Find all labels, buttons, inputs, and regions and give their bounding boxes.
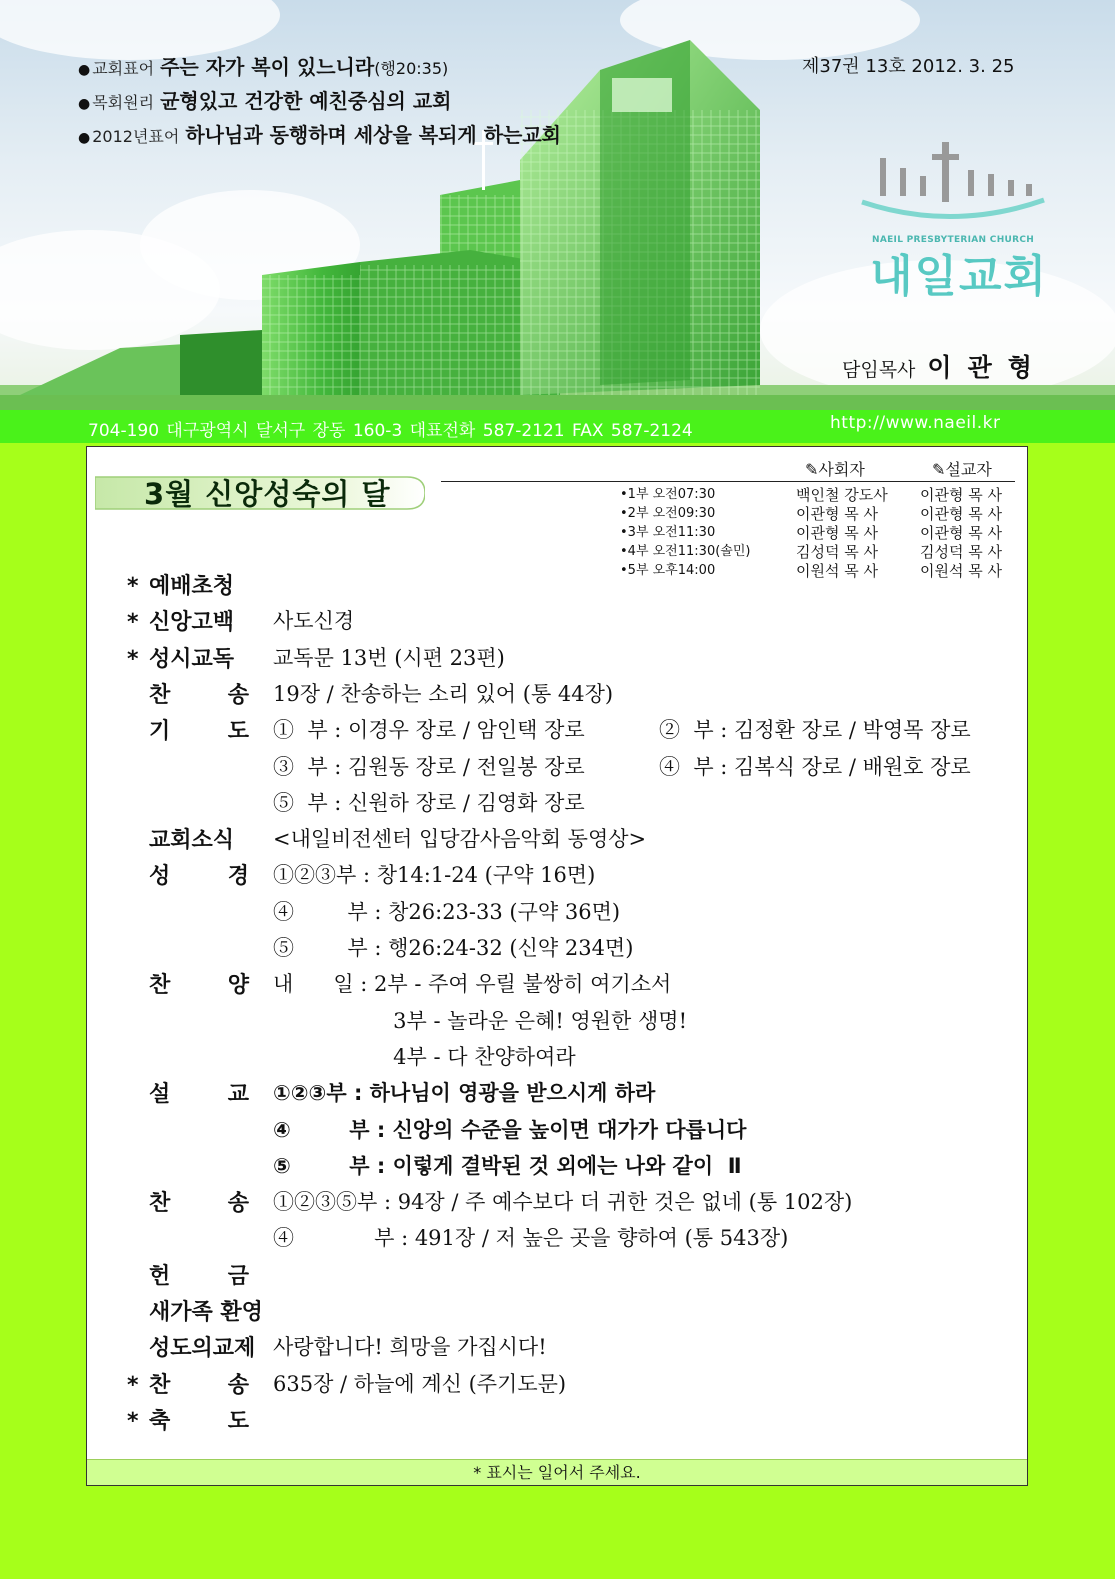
order-item-label — [127, 1259, 267, 1290]
order-item-value: ①②③부 : 하나님이 영광을 받으시게 하라 — [273, 1081, 656, 1106]
order-item-value: 635장 / 하늘에 계신 (주기도문) — [273, 1371, 567, 1396]
order-item-label-text: 설 교 — [149, 1082, 249, 1108]
order-item-value: ④ 부 : 창26:23-33 (구약 36면) — [273, 899, 621, 924]
service-leader: 이관형 목 사 — [796, 524, 878, 542]
service-leader: 김성덕 목 사 — [796, 543, 878, 561]
service-preacher: 이관형 목 사 — [920, 505, 1002, 523]
order-item-label — [127, 605, 267, 636]
order-item-label-text: 기 도 — [149, 719, 249, 745]
service-time: •3부 오전11:30 — [620, 525, 716, 540]
order-item-label-text: 성시교독 — [149, 646, 235, 672]
order-item — [127, 603, 1017, 639]
service-preacher: 이관형 목 사 — [920, 524, 1002, 542]
standing-mark: * — [127, 1408, 139, 1434]
bullet-icon: ● — [78, 130, 91, 146]
order-item-label — [127, 569, 267, 600]
order-item — [127, 567, 1017, 603]
order-item-label — [127, 1077, 267, 1108]
order-item — [127, 712, 1017, 748]
order-item-value-secondary: ② 부 : 김정환 장로 / 박영목 장로 — [659, 718, 971, 743]
header-banner — [0, 0, 1115, 416]
order-item-value: 내 일 : 2부 - 주여 우릴 불쌍히 여기소서 — [273, 972, 672, 997]
service-leader: 백인철 강도사 — [796, 486, 888, 504]
order-item-label — [127, 642, 267, 673]
order-item-value: ⑤ 부 : 행26:24-32 (신약 234면) — [273, 936, 634, 960]
order-item-value: ④ 부 : 신앙의 수준을 높이면 대가가 다릅니다 — [273, 1117, 747, 1142]
title-divider — [441, 481, 1015, 482]
order-item-label-text: 축 도 — [149, 1408, 249, 1434]
order-item-value: ⑤ 부 : 이렇게 결박된 것 외에는 나와 같이 Ⅱ — [273, 1153, 742, 1178]
order-item-label — [127, 1404, 267, 1435]
service-row — [620, 523, 1020, 543]
service-time: •2부 오전09:30 — [620, 506, 716, 521]
order-item-value: 19장 / 찬송하는 소리 있어 (통 44장) — [273, 681, 614, 706]
order-item-label — [127, 1186, 267, 1217]
order-item-label — [127, 1295, 267, 1326]
order-item — [127, 857, 1017, 893]
order-item — [127, 966, 1017, 1002]
order-item-label — [127, 823, 267, 854]
service-row — [620, 504, 1020, 524]
order-item — [127, 1220, 1017, 1256]
bulletin-title: 3월 신앙성숙의 달 — [144, 477, 391, 511]
order-item-value: 사도신경 — [273, 609, 355, 634]
order-item-label-text: 찬 송 — [149, 682, 249, 708]
service-row — [620, 542, 1020, 562]
bullet-icon: ● — [78, 62, 91, 78]
service-row — [620, 485, 1020, 505]
service-leader: 이관형 목 사 — [796, 505, 878, 523]
order-item — [127, 930, 1017, 966]
order-item-label-text: 예배초청 — [149, 574, 235, 599]
order-item — [127, 1039, 1017, 1075]
order-item — [127, 1148, 1017, 1184]
order-item-value: 3부 - 놀라운 은혜! 영원한 생명! — [273, 1008, 688, 1033]
order-item — [127, 1257, 1017, 1293]
motto-item: ● 목회원리 균형있고 건강한 예친중심의 교회 — [78, 89, 452, 113]
order-item-value: ⑤ 부 : 신원하 장로 / 김영화 장로 — [273, 790, 585, 815]
logo-korean-name: 내일교회 — [870, 251, 1049, 302]
order-item-value-secondary: ④ 부 : 김복식 장로 / 배원호 장로 — [659, 754, 971, 779]
order-item-label-text: 교회소식 — [149, 828, 235, 854]
order-item-label-text: 찬 송 — [149, 1372, 249, 1398]
order-item-label — [127, 678, 267, 709]
order-item-label — [127, 968, 267, 999]
leader-column-header: ✎사회자 — [805, 460, 865, 479]
order-item-value: ③ 부 : 김원동 장로 / 전일봉 장로 — [273, 754, 585, 779]
order-item — [127, 640, 1017, 676]
standing-mark: * — [127, 574, 139, 599]
order-item — [127, 1003, 1017, 1039]
service-time: •5부 오후14:00 — [620, 563, 716, 578]
service-preacher: 이원석 목 사 — [920, 562, 1002, 580]
order-item — [127, 785, 1017, 821]
order-item — [127, 1293, 1017, 1329]
order-item-value: 교독문 13번 (시편 23편) — [273, 645, 505, 670]
order-item-label-text: 성도의교제 — [149, 1336, 256, 1362]
order-item-value: 사랑합니다! 희망을 가집시다! — [273, 1335, 547, 1360]
pastor-name: 이관형 — [927, 353, 1048, 382]
service-preacher: 이관형 목 사 — [920, 486, 1002, 504]
standing-mark: * — [127, 610, 139, 636]
order-item-value: ①②③부 : 창14:1-24 (구약 16면) — [273, 863, 596, 888]
standing-mark: * — [127, 1372, 139, 1398]
motto-item: ● 2012년표어 하나님과 동행하며 세상을 복되게 하는교회 — [78, 123, 561, 147]
order-item — [127, 1329, 1017, 1365]
order-item — [127, 676, 1017, 712]
worship-order-panel — [86, 446, 1028, 1486]
church-website-link[interactable]: http://www.naeil.kr — [830, 413, 1001, 433]
service-leader: 이원석 목 사 — [796, 562, 878, 580]
order-item-label-text: 헌 금 — [149, 1263, 249, 1289]
order-item-value: ① 부 : 이경우 장로 / 암인택 장로 — [273, 718, 585, 743]
order-item-label — [127, 1331, 267, 1362]
order-item-label — [127, 1368, 267, 1399]
standing-note: * 표시는 일어서 주세요. — [87, 1459, 1027, 1485]
standing-mark: * — [127, 646, 139, 672]
order-item-label-text: 성 경 — [149, 864, 249, 890]
order-item — [127, 749, 1017, 785]
order-item-value: <내일비전센터 입당감사음악회 동영상> — [273, 827, 647, 852]
order-item — [127, 1366, 1017, 1402]
order-item-value: ④ 부 : 491장 / 저 높은 곳을 향하여 (통 543장) — [273, 1226, 789, 1251]
church-address: 704-190 대구광역시 달서구 장동 160-3 대표전화 587-2121 FAX 587-2124 — [88, 421, 693, 441]
order-item-label-text: 찬 양 — [149, 973, 249, 999]
issue-info: 제37권 13호 2012. 3. 25 — [802, 56, 1015, 77]
service-time: •4부 오전11:30(솔민) — [620, 544, 751, 559]
bullet-icon: ● — [78, 96, 91, 112]
order-item — [127, 821, 1017, 857]
order-item-label-text: 새가족 환영 — [149, 1300, 263, 1325]
order-item — [127, 1184, 1017, 1220]
logo-english-name: NAEIL PRESBYTERIAN CHURCH — [872, 235, 1035, 245]
order-item-label — [127, 859, 267, 890]
senior-pastor: 담임목사 이관형 — [842, 353, 1048, 382]
order-item — [127, 894, 1017, 930]
order-item-label-text: 신앙고백 — [149, 610, 235, 636]
motto-item: ● 교회표어 주는 자가 복이 있느니라(행20:35) — [78, 55, 449, 79]
church-mottos — [78, 52, 561, 154]
service-time: •1부 오전07:30 — [620, 487, 716, 502]
order-item-value: ①②③⑤부 : 94장 / 주 예수보다 더 귀한 것은 없네 (통 102장) — [273, 1190, 853, 1215]
order-item — [127, 1112, 1017, 1148]
order-item-label — [127, 714, 267, 745]
service-preacher: 김성덕 목 사 — [920, 543, 1002, 561]
preacher-column-header: ✎설교자 — [932, 460, 992, 479]
order-item-value: 4부 - 다 찬양하여라 — [273, 1044, 576, 1069]
order-item — [127, 1075, 1017, 1111]
order-item-label-text: 찬 송 — [149, 1191, 249, 1217]
order-item — [127, 1402, 1017, 1438]
